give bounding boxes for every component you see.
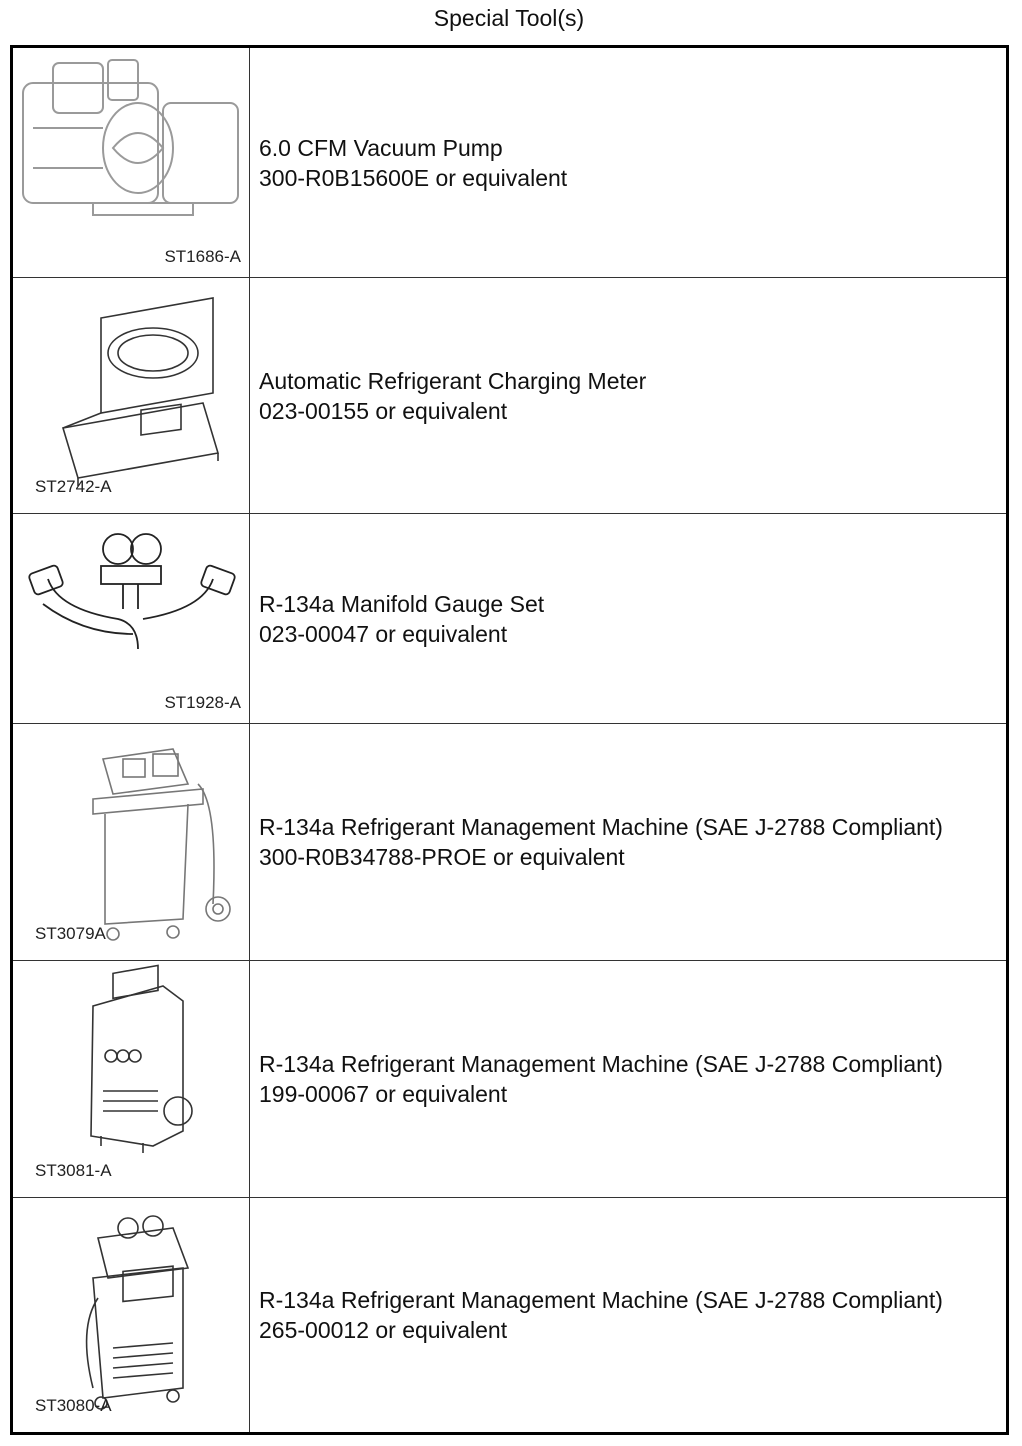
tool-description-cell bbox=[250, 47, 1008, 278]
tool-part-number: 199-00067 or equivalent bbox=[259, 1081, 508, 1107]
tool-name: Automatic Refrigerant Charging Meter bbox=[259, 367, 647, 394]
tool-name: R-134a Refrigerant Management Machine (SAE J-2788 Compliant) bbox=[259, 1051, 943, 1077]
tool-image-code: ST1686-A bbox=[164, 247, 241, 266]
tool-image-cell bbox=[12, 1198, 250, 1434]
tool-part-number: 023-00047 or equivalent bbox=[259, 620, 508, 647]
tool-image-code: ST2742-A bbox=[35, 477, 112, 496]
page-title: Special Tool(s) bbox=[433, 5, 585, 31]
tool-part-number: 300-R0B34788-PROE or equivalent bbox=[259, 844, 625, 870]
table-row bbox=[12, 514, 1008, 724]
tool-name: R-134a Refrigerant Management Machine (SAE J-2788 Compliant) bbox=[259, 814, 943, 840]
table-row bbox=[12, 47, 1008, 278]
tool-description-cell bbox=[250, 1198, 1008, 1434]
tool-image-cell bbox=[12, 278, 250, 514]
tool-name: 6.0 CFM Vacuum Pump bbox=[259, 134, 503, 161]
tool-image-cell bbox=[12, 47, 250, 278]
tool-image-cell bbox=[12, 961, 250, 1198]
tool-description-cell bbox=[250, 514, 1008, 724]
tool-description-cell bbox=[250, 724, 1008, 961]
tool-image-cell bbox=[12, 514, 250, 724]
table-row bbox=[12, 961, 1008, 1198]
tool-image-code: ST3079A bbox=[35, 924, 106, 943]
tool-part-number: 300-R0B15600E or equivalent bbox=[259, 164, 568, 191]
tool-part-number: 023-00155 or equivalent bbox=[259, 397, 508, 424]
table-row bbox=[12, 1198, 1008, 1434]
tool-image-code: ST3081-A bbox=[35, 1161, 112, 1180]
table-row bbox=[12, 278, 1008, 514]
tool-name: R-134a Refrigerant Management Machine (SAE J-2788 Compliant) bbox=[259, 1287, 943, 1313]
tool-part-number: 265-00012 or equivalent bbox=[259, 1317, 508, 1343]
tool-description-cell bbox=[250, 278, 1008, 514]
tool-name: R-134a Manifold Gauge Set bbox=[259, 590, 545, 617]
tool-image-code: ST1928-A bbox=[164, 693, 241, 712]
tool-image-code: ST3080-A bbox=[35, 1396, 112, 1415]
vacuum-pump-icon bbox=[13, 48, 249, 279]
tool-description-cell bbox=[250, 961, 1008, 1198]
table-row bbox=[12, 724, 1008, 961]
special-tools-table bbox=[10, 45, 1009, 1435]
tool-image-cell bbox=[12, 724, 250, 961]
